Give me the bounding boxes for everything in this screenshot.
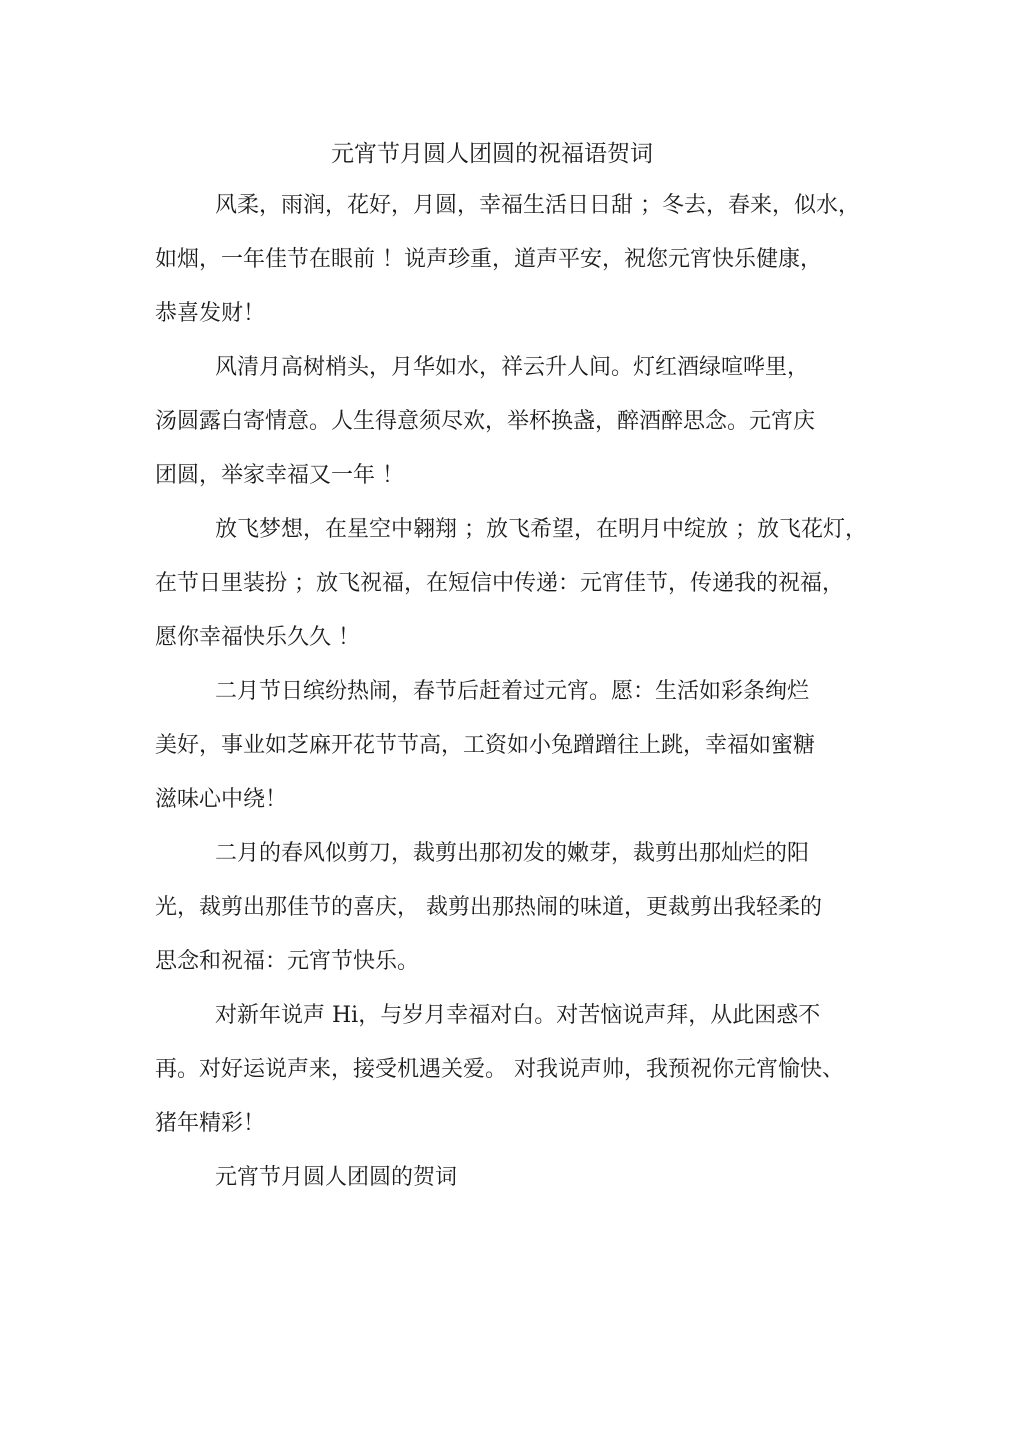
paragraph-1: [155, 188, 860, 350]
paragraph-line: 滋味心中绕！: [155, 787, 288, 812]
paragraph-line: 团圆，举家幸福又一年 ！: [155, 463, 404, 488]
paragraph-line: 汤圆露白寄情意。人生得意须尽欢，举杯换盏，醉酒醉思念。元宵庆: [155, 409, 816, 434]
paragraph-6: [155, 998, 844, 1160]
paragraph-line: 猪年精彩！: [155, 1111, 266, 1136]
paragraph-line: 对新年说声 Hi，与岁月幸福对白。对苦恼说声拜，从此困惑不: [215, 1003, 821, 1028]
paragraph-line: 风柔，雨润，花好，月圆，幸福生活日日甜 ；冬去，春来，似水，: [215, 193, 860, 218]
paragraph-line: 光，裁剪出那佳节的喜庆， 裁剪出那热闹的味道，更裁剪出我轻柔的: [155, 895, 822, 920]
paragraph-line: 再。对好运说声来，接受机遇关爱。 对我说声帅，我预祝你元宵愉快、: [155, 1057, 844, 1082]
paragraph-line: 如烟，一年佳节在眼前 ！说声珍重，道声平安，祝您元宵快乐健康，: [155, 247, 822, 272]
paragraph-line: 放飞梦想，在星空中翱翔 ；放飞希望，在明月中绽放 ；放飞花灯，: [215, 517, 867, 542]
paragraph-line: 元宵节月圆人团圆的贺词: [215, 1165, 458, 1190]
paragraph-line: 风清月高树梢头，月华如水，祥云升人间。灯红酒绿喧哗里，: [215, 355, 810, 380]
paragraph-4: [155, 674, 815, 836]
document-title: 元宵节月圆人团圆的祝福语贺词: [331, 141, 653, 167]
paragraph-line: 在节日里装扮 ；放飞祝福，在短信中传递：元宵佳节，传递我的祝福，: [155, 571, 844, 596]
paragraph-line: 二月节日缤纷热闹，春节后赶着过元宵。愿：生活如彩条绚烂: [215, 679, 810, 704]
paragraph-line: 恭喜发财！: [155, 301, 266, 326]
paragraph-line: 思念和祝福：元宵节快乐。: [155, 949, 420, 974]
paragraph-3: [155, 512, 867, 674]
paragraph-5: [155, 836, 822, 998]
paragraph-2: [155, 350, 815, 512]
section-heading: [155, 1160, 457, 1214]
paragraph-line: 愿你幸福快乐久久 ！: [155, 625, 360, 650]
paragraph-line: 二月的春风似剪刀，裁剪出那初发的嫩芽，裁剪出那灿烂的阳: [215, 841, 810, 866]
paragraph-line: 美好，事业如芝麻开花节节高，工资如小兔蹭蹭往上跳，幸福如蜜糖: [155, 733, 816, 758]
